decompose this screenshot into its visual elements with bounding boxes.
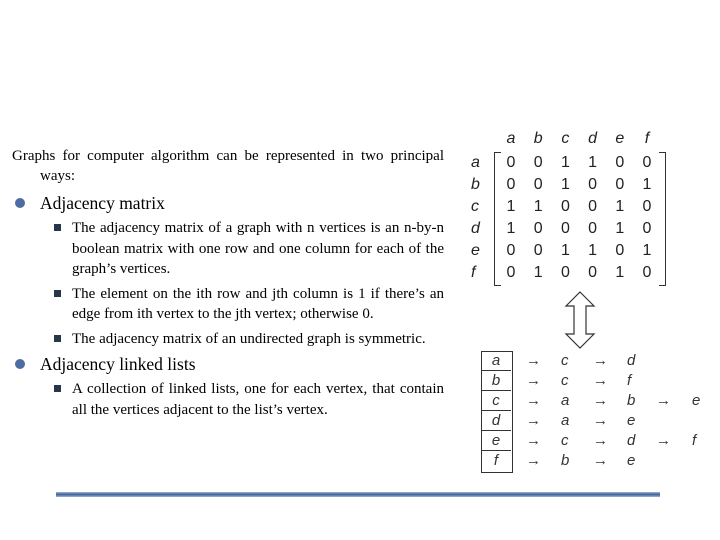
matrix-cell: 1: [615, 198, 625, 215]
list-arrow: →: [593, 392, 608, 409]
row-label: d: [471, 220, 480, 237]
matrix-cell: 0: [533, 176, 543, 193]
adjacent-vertex: f: [692, 432, 697, 449]
list-arrow: →: [656, 432, 671, 449]
matrix-cell: 0: [615, 242, 625, 259]
column-label: b: [533, 130, 543, 147]
list-arrow: →: [593, 412, 608, 429]
adjacent-vertex: b: [561, 452, 570, 469]
footer-divider: [56, 492, 660, 497]
vertex-label: c: [481, 391, 511, 411]
column-label: e: [615, 130, 625, 147]
list-arrow: →: [593, 432, 608, 449]
section-title: Adjacency linked lists: [40, 354, 196, 374]
matrix-cell: 1: [560, 176, 570, 193]
matrix-cell: 0: [533, 220, 543, 237]
adjacent-vertex: a: [561, 412, 570, 429]
list-arrow: →: [593, 372, 608, 389]
matrix-cell: 1: [642, 242, 652, 259]
matrix-cell: 0: [588, 220, 598, 237]
matrix-cell: 1: [560, 154, 570, 171]
list-arrow: →: [526, 432, 541, 449]
matrix-cell: 0: [506, 264, 516, 281]
adjacent-vertex: e: [692, 392, 701, 409]
intro-text: Graphs for computer algorithm can be represented in two principal ways:: [12, 148, 444, 184]
list-arrow: →: [526, 412, 541, 429]
matrix-cell: 0: [615, 176, 625, 193]
matrix-cell: 0: [506, 176, 516, 193]
matrix-cell: 1: [642, 176, 652, 193]
adjacent-vertex: e: [627, 412, 636, 429]
adjacent-vertex: a: [561, 392, 570, 409]
matrix-cell: 1: [560, 242, 570, 259]
column-label: c: [561, 130, 570, 147]
column-label: d: [588, 130, 598, 147]
matrix-cell: 1: [588, 242, 598, 259]
section-title: Adjacency matrix: [40, 193, 165, 213]
matrix-cell: 0: [506, 154, 516, 171]
vertex-label: e: [481, 431, 511, 451]
row-label: a: [471, 154, 480, 171]
list-arrow: →: [656, 392, 671, 409]
vertex-label: b: [481, 371, 511, 391]
matrix-cell: 0: [533, 154, 543, 171]
list-arrow: →: [526, 372, 541, 389]
bullet-text: The adjacency matrix of a graph with n vertices is an n-by-n boolean matrix with one row and one column for each of the graph’s vertices.: [72, 220, 444, 277]
matrix-cell: 1: [506, 198, 516, 215]
column-label: a: [506, 130, 516, 147]
matrix-cell: 0: [588, 198, 598, 215]
row-label: f: [471, 264, 476, 281]
column-label: f: [644, 130, 650, 147]
matrix-cell: 0: [533, 242, 543, 259]
adjacent-vertex: d: [627, 432, 636, 449]
row-label: c: [471, 198, 479, 215]
adjacent-vertex: c: [561, 352, 569, 369]
vertex-label: a: [481, 351, 511, 371]
matrix-cell: 1: [506, 220, 516, 237]
vertex-label: d: [481, 411, 511, 431]
matrix-cell: 0: [642, 154, 652, 171]
matrix-cell: 1: [615, 220, 625, 237]
list-arrow: →: [526, 392, 541, 409]
matrix-cell: 0: [642, 198, 652, 215]
vertex-label: f: [493, 452, 499, 469]
adjacent-vertex: b: [627, 392, 636, 409]
bullet-text: The adjacency matrix of an undirected graph is symmetric.: [72, 330, 426, 347]
matrix-cell: 1: [588, 154, 598, 171]
row-label: e: [471, 242, 480, 259]
row-label: b: [471, 176, 480, 193]
matrix-cell: 0: [642, 264, 652, 281]
matrix-cell: 1: [533, 264, 543, 281]
matrix-cell: 0: [588, 264, 598, 281]
adjacent-vertex: d: [627, 352, 636, 369]
matrix-cell: 0: [588, 176, 598, 193]
matrix-cell: 0: [560, 264, 570, 281]
adjacent-vertex: c: [561, 432, 569, 449]
adjacent-vertex: e: [627, 452, 636, 469]
matrix-cell: 0: [506, 242, 516, 259]
matrix-cell: 0: [615, 154, 625, 171]
matrix-cell: 0: [560, 220, 570, 237]
list-arrow: →: [593, 352, 608, 369]
adjacent-vertex: f: [627, 372, 632, 389]
adjacent-vertex: c: [561, 372, 569, 389]
list-arrow: →: [526, 352, 541, 369]
matrix-cell: 1: [533, 198, 543, 215]
matrix-cell: 1: [615, 264, 625, 281]
matrix-cell: 0: [642, 220, 652, 237]
bullet-text: A collection of linked lists, one for each vertex, that contain all the vertices adjacent to the list’s vertex.: [72, 381, 444, 418]
list-arrow: →: [526, 452, 541, 469]
matrix-cell: 0: [560, 198, 570, 215]
list-arrow: →: [593, 452, 608, 469]
bullet-text: The element on the ith row and jth column is 1 if there’s an edge from ith vertex to the jth vertex; otherwise 0.: [72, 285, 444, 322]
